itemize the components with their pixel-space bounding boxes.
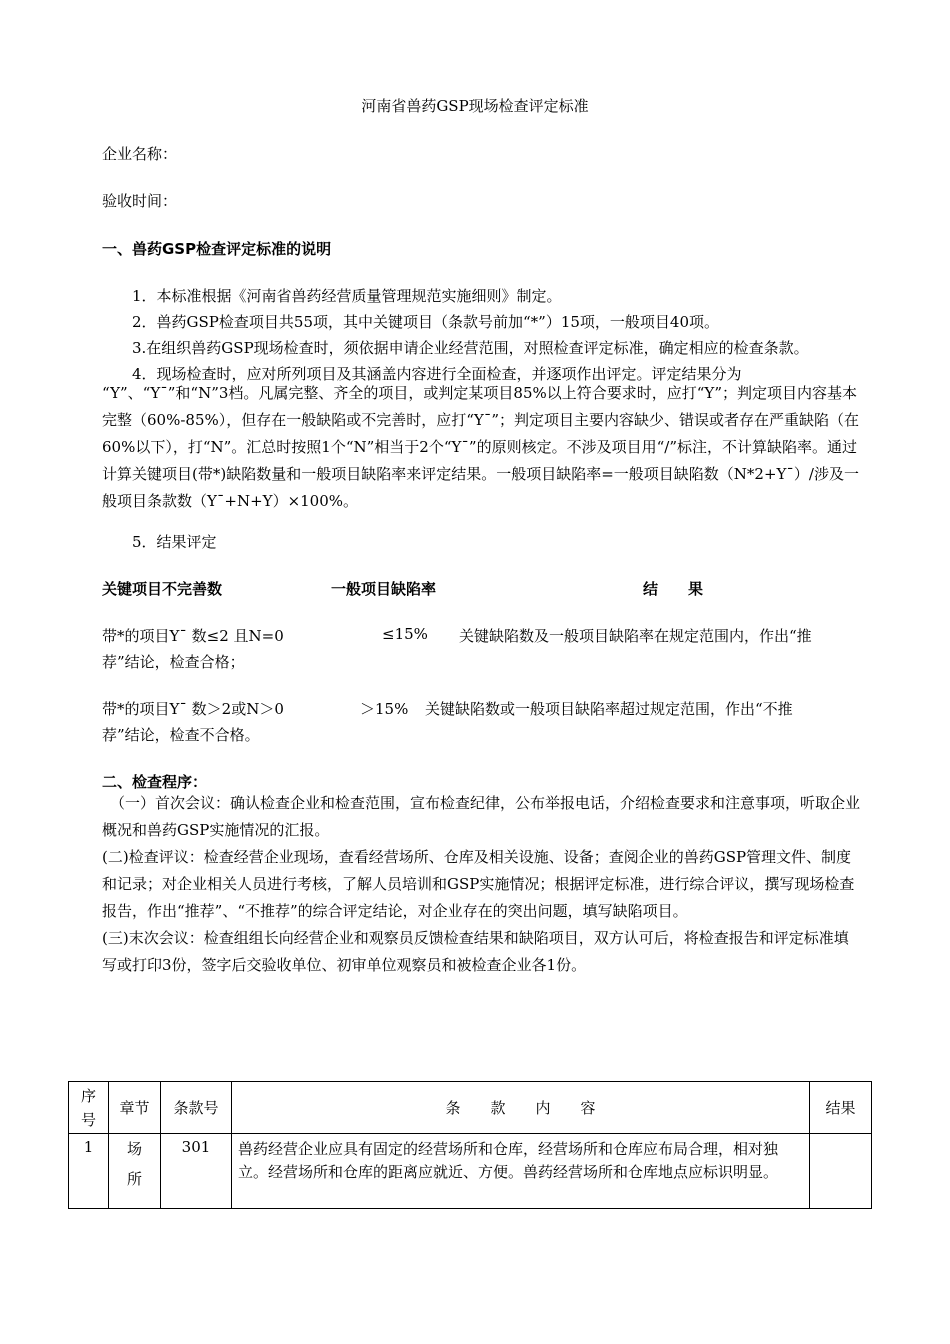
header-result: 结果 [810, 1082, 872, 1134]
header-seq-bottom: 号 [80, 1111, 96, 1129]
rule-item-4-first: 4．现场检查时，应对所列项目及其涵盖内容进行全面检查，并逐项作出评定。评定结果分为 [132, 365, 742, 383]
result-header-key: 关键项目不完善数 [102, 580, 223, 598]
section1-heading: 一、兽药GSP检查评定标准的说明 [102, 240, 332, 258]
row-seq: 1 [69, 1134, 109, 1209]
result-row-1-rate: ≤15% [382, 625, 428, 643]
result-row-1-result-cont: 荐”结论，检查合格； [102, 653, 245, 671]
table-row [69, 1134, 872, 1209]
procedure-first-meeting: （一）首次会议：确认检查企业和检查范围，宣布检查纪律，公布举报电话，介绍检查要求和注意事项，听取企业概况和兽药GSP实施情况的汇报。 [102, 794, 861, 839]
rule-item-4-body: “Y”、“Y¯”和“N”3档。凡属完整、齐全的项目，或判定某项目85%以上符合要求时，应打“Y”；判定项目内容基本完整（60%-85%），但存在一般缺陷或不完善时，应打“Y¯”；判定项目主要内容缺少、错误或者存在严重缺陷（在60%以下），打“N”。汇总时按照1个“N”相当于2个“Y¯”的原则核定。不涉及项目用“/”标注，不计算缺陷率。通过计算关键项目(带*)缺陷数量和一般项目缺陷率来评定结果。一般项目缺陷率=一般项目缺陷数（N*2+Y¯）/涉及一般项目条款数（Y¯+N+Y）×100%。 [102, 384, 859, 510]
result-row-2-rate: ＞15% [360, 700, 409, 718]
check-table [68, 1081, 872, 1209]
row-clause-no: 301 [161, 1134, 232, 1209]
rule-item-5: 5．结果评定 [132, 533, 217, 551]
rule-item-2: 2．兽药GSP检查项目共55项，其中关键项目（条款号前加“*”）15项，一般项目40项。 [132, 313, 719, 331]
result-row-1-key: 带*的项目Y¯ 数≤2 且N=0 [102, 627, 284, 645]
result-row-2-key: 带*的项目Y¯ 数＞2或N＞0 [102, 700, 284, 718]
result-row-2-result: 关键缺陷数或一般项目缺陷率超过规定范围，作出“不推 [425, 700, 793, 718]
inspection-date-label: 验收时间： [102, 192, 178, 210]
result-header-result: 结 果 [643, 580, 704, 598]
header-content: 条 款 内 容 [232, 1082, 810, 1134]
row-chapter-bottom: 所 [126, 1170, 142, 1188]
result-row-1-result: 关键缺陷数及一般项目缺陷率在规定范围内，作出“推 [459, 627, 812, 645]
header-chapter: 章节 [109, 1082, 161, 1134]
result-header-rate: 一般项目缺陷率 [331, 580, 437, 598]
procedure-inspection-review: (二)检查评议：检查经营企业现场，查看经营场所、仓库及相关设施、设备；查阅企业的兽药GSP管理文件、制度和记录；对企业相关人员进行考核，了解人员培训和GSP实施情况；根据评定标准，进行综合评议，撰写现场检查报告，作出“推荐”、“不推荐”的综合评定结论，对企业存在的突出问题，填写缺陷项目。 [102, 848, 855, 920]
result-row-2-result-cont: 荐”结论，检查不合格。 [102, 726, 260, 744]
header-seq [69, 1082, 109, 1134]
rule-item-1: 1．本标准根据《河南省兽药经营质量管理规范实施细则》制定。 [132, 287, 562, 305]
row-chapter [109, 1134, 161, 1209]
row-content: 兽药经营企业应具有固定的经营场所和仓库，经营场所和仓库应布局合理，相对独立。经营场所和仓库的距离应就近、方便。兽药经营场所和仓库地点应标识明显。 [232, 1134, 810, 1209]
check-table-header [69, 1082, 872, 1134]
rule-item-3: 3.在组织兽药GSP现场检查时，须依据申请企业经营范围，对照检查评定标准，确定相应的检查条款。 [132, 339, 809, 357]
procedure-final-meeting: (三)末次会议：检查组组长向经营企业和观察员反馈检查结果和缺陷项目，双方认可后，将检查报告和评定标准填写或打印3份，签字后交验收单位、初审单位观察员和被检查企业各1份。 [102, 929, 849, 974]
row-result [810, 1134, 872, 1209]
row-chapter-top: 场 [126, 1140, 142, 1158]
company-name-label: 企业名称： [102, 145, 178, 163]
header-seq-top: 序 [80, 1087, 96, 1105]
header-clause-no: 条款号 [161, 1082, 232, 1134]
section2-heading: 二、检查程序： [102, 773, 208, 791]
page-title: 河南省兽药GSP现场检查评定标准 [361, 97, 589, 115]
